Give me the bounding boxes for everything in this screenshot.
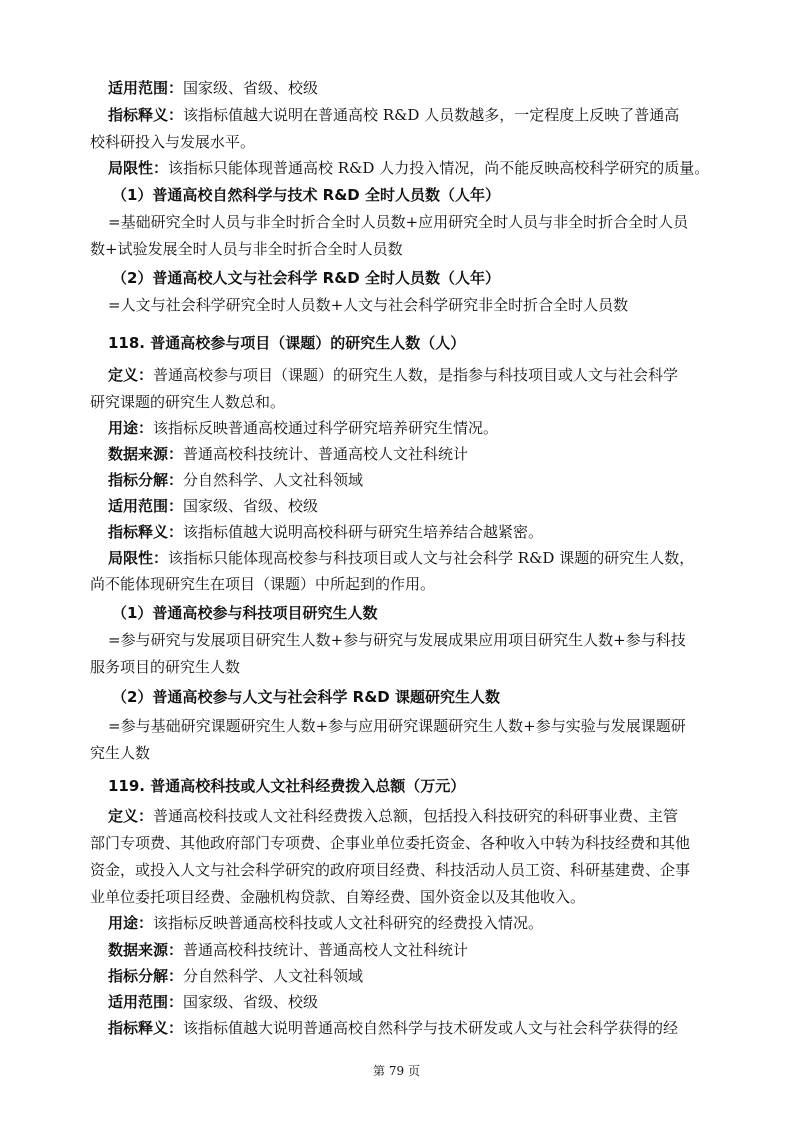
text: 国家级、省级、校级 [183, 497, 319, 515]
label: 数据来源： [108, 941, 184, 959]
text: 该指标值越大说明高校科研与研究生培养结合越紧密。 [183, 523, 544, 541]
interpretation-line-2: 校科研投入与发展水平。 [90, 133, 256, 151]
usage-line [108, 913, 723, 933]
formula-line: =基础研究全时人员与非全时折合全时人员数+应用研究全时人员与非全时折合全时人员 [108, 213, 689, 231]
label: 用途： [108, 914, 154, 932]
scope-line [108, 78, 723, 98]
breakdown-line [108, 470, 723, 490]
text: 该指标反映普通高校通过科学研究培养研究生情况。 [153, 419, 499, 437]
formula-line: =参与基础研究课题研究生人数+参与应用研究课题研究生人数+参与实验与发展课题研 [108, 717, 686, 735]
formula-line-2: 服务项目的研究生人数 [90, 658, 241, 676]
interpretation-line [108, 1018, 723, 1038]
text: 分自然科学、人文社科领域 [183, 967, 364, 985]
definition-line [108, 365, 723, 385]
label: 适用范围： [108, 79, 184, 97]
formula-line-2: 数+试验发展全时人员与非全时折合全时人员数 [90, 240, 403, 258]
label: 指标分解： [108, 471, 184, 489]
text: 国家级、省级、校级 [183, 79, 319, 97]
label: 适用范围： [108, 993, 184, 1011]
label: 定义： [108, 807, 154, 825]
text: 该指标只能体现普通高校 R&D 人力投入情况，尚不能反映高校科学研究的质量。 [168, 159, 710, 177]
formula-line-2: 究生人数 [90, 744, 151, 762]
text: 该指标只能体现高校参与科技项目或人文与社会科学 R&D 课题的研究生人数， [168, 549, 695, 567]
subheading: （1）普通高校自然科学与技术 R&D 全时人员数（人年） [112, 186, 500, 204]
formula-line: =参与研究与发展项目研究生人数+参与研究与发展成果应用项目研究生人数+参与科技 [108, 631, 686, 649]
scope-line [108, 496, 723, 516]
definition-line-2: 部门专项费、其他政府部门专项费、企事业单位委托资金、各种收入中转为科技经费和其他 [90, 834, 691, 852]
limitation-line [108, 548, 723, 568]
label: 适用范围： [108, 497, 184, 515]
text: 普通高校科技或人文社科经费拨入总额，包括投入科技研究的科研事业费、主管 [153, 807, 679, 825]
label: 数据来源： [108, 445, 184, 463]
subheading: （1）普通高校参与科技项目研究生人数 [112, 604, 378, 622]
section-title-119: 119. 普通高校科技或人文社科经费拨入总额（万元） [108, 777, 466, 795]
limitation-line [108, 158, 723, 178]
text: 普通高校科技统计、普通高校人文社科统计 [183, 941, 469, 959]
interpretation-line [108, 522, 723, 542]
label: 用途： [108, 419, 154, 437]
text: 分自然科学、人文社科领域 [183, 471, 364, 489]
label: 局限性： [108, 549, 169, 567]
definition-line-2: 研究课题的研究生人数总和。 [90, 393, 286, 411]
subheading: （2）普通高校人文与社会科学 R&D 全时人员数（人年） [112, 269, 500, 287]
interpretation-line [108, 105, 723, 125]
label: 指标释义： [108, 1019, 184, 1037]
limitation-line-2: 尚不能体现研究生在项目（课题）中所起到的作用。 [90, 575, 436, 593]
subheading: （2）普通高校参与人文与社会科学 R&D 课题研究生人数 [112, 688, 500, 706]
text: 普通高校科技统计、普通高校人文社科统计 [183, 445, 469, 463]
text: 国家级、省级、校级 [183, 993, 319, 1011]
breakdown-line [108, 966, 723, 986]
text: 普通高校参与项目（课题）的研究生人数，是指参与科技项目或人文与社会科学 [153, 366, 679, 384]
formula-line: =人文与社会科学研究全时人员数+人文与社会科学研究非全时折合全时人员数 [108, 296, 629, 314]
definition-line-4: 业单位委托项目经费、金融机构贷款、自筹经费、国外资金以及其他收入。 [90, 888, 586, 906]
scope-line [108, 992, 723, 1012]
label: 指标分解： [108, 967, 184, 985]
text: 该指标值越大说明普通高校自然科学与技术研发或人文与社会科学获得的经 [183, 1019, 679, 1037]
label: 局限性： [108, 159, 169, 177]
source-line [108, 940, 723, 960]
label: 指标释义： [108, 106, 184, 124]
text: 该指标值越大说明在普通高校 R&D 人员数越多，一定程度上反映了普通高 [183, 106, 680, 124]
usage-line [108, 418, 723, 438]
label: 定义： [108, 366, 154, 384]
source-line [108, 444, 723, 464]
text: 该指标反映普通高校科技或人文社科研究的经费投入情况。 [153, 914, 544, 932]
definition-line [108, 806, 723, 826]
label: 指标释义： [108, 523, 184, 541]
definition-line-3: 资金，或投入人文与社会科学研究的政府项目经费、科技活动人员工资、科研基建费、企事 [90, 861, 691, 879]
page-number: 第 79 页 [373, 1064, 420, 1078]
section-title-118: 118. 普通高校参与项目（课题）的研究生人数（人） [108, 334, 466, 352]
